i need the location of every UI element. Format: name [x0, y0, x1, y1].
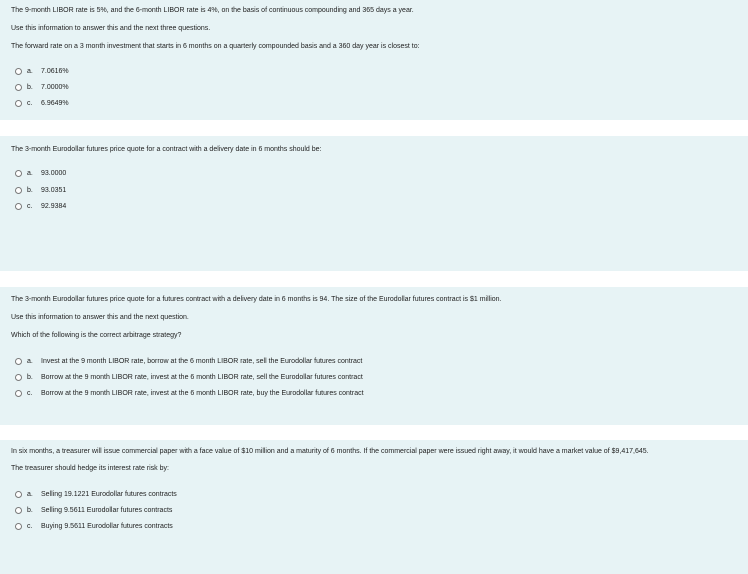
radio-button[interactable] — [15, 523, 22, 530]
option-label: Invest at the 9 month LIBOR rate, borrow at the 6 month LIBOR rate, sell the Eurodollar futures contract — [41, 358, 363, 365]
question-2-option-a[interactable] — [15, 169, 66, 178]
question-4-option-b[interactable] — [15, 506, 172, 515]
option-label: Selling 9.5611 Eurodollar futures contracts — [41, 507, 173, 514]
question-3-panel — [0, 287, 748, 425]
question-1-text-line: Use this information to answer this and the next three questions. — [11, 25, 211, 32]
question-4-text-line: In six months, a treasurer will issue commercial paper with a face value of $10 million and a maturity of 6 months. If the commercial paper were issued right away, it would have a market value of $9,417,645. — [11, 448, 649, 455]
question-4-option-a[interactable] — [15, 490, 177, 499]
option-label: 93.0000 — [41, 170, 67, 177]
radio-button[interactable] — [15, 358, 22, 365]
radio-button[interactable] — [15, 68, 22, 75]
question-1-option-b[interactable] — [15, 83, 69, 92]
question-3-text-line: The 3-month Eurodollar futures price quote for a futures contract with a delivery date in 6 months is 94. The size of the Eurodollar futures contract is $1 million. — [11, 296, 502, 303]
option-letter: a. — [27, 68, 33, 75]
option-letter: a. — [27, 170, 33, 177]
option-label: Buying 9.5611 Eurodollar futures contracts — [41, 523, 173, 530]
option-label: 92.9384 — [41, 203, 67, 210]
radio-button[interactable] — [15, 100, 22, 107]
radio-button[interactable] — [15, 84, 22, 91]
option-label: 7.0616% — [41, 68, 69, 75]
question-2-text-line: The 3-month Eurodollar futures price quote for a contract with a delivery date in 6 months should be: — [11, 146, 322, 153]
option-letter: c. — [27, 203, 33, 210]
option-letter: b. — [27, 187, 33, 194]
question-1-option-a[interactable] — [15, 67, 69, 76]
question-4-panel — [0, 440, 748, 574]
option-label: 6.9649% — [41, 100, 69, 107]
question-1-text-line: The forward rate on a 3 month investment that starts in 6 months on a quarterly compounded basis and a 360 day year is closest to: — [11, 43, 420, 50]
option-letter: c. — [27, 390, 33, 397]
question-3-text-line: Which of the following is the correct arbitrage strategy? — [11, 332, 182, 339]
option-letter: b. — [27, 374, 33, 381]
radio-button[interactable] — [15, 170, 22, 177]
question-3-option-b[interactable] — [15, 373, 363, 382]
question-1-text-line: The 9-month LIBOR rate is 5%, and the 6-month LIBOR rate is 4%, on the basis of continuous compounding and 365 days a year. — [11, 7, 414, 14]
option-label: Borrow at the 9 month LIBOR rate, invest at the 6 month LIBOR rate, buy the Eurodollar futures contract — [41, 390, 364, 397]
option-letter: c. — [27, 100, 33, 107]
radio-button[interactable] — [15, 187, 22, 194]
option-label: 7.0000% — [41, 84, 69, 91]
option-letter: b. — [27, 507, 33, 514]
question-4-option-c[interactable] — [15, 522, 173, 531]
radio-button[interactable] — [15, 507, 22, 514]
radio-button[interactable] — [15, 491, 22, 498]
question-1-panel — [0, 0, 748, 120]
question-2-option-c[interactable] — [15, 202, 66, 211]
option-label: Borrow at the 9 month LIBOR rate, invest at the 6 month LIBOR rate, sell the Eurodollar futures contract — [41, 374, 363, 381]
radio-button[interactable] — [15, 374, 22, 381]
question-3-text-line: Use this information to answer this and the next question. — [11, 314, 189, 321]
option-letter: b. — [27, 84, 33, 91]
option-letter: a. — [27, 358, 33, 365]
radio-button[interactable] — [15, 390, 22, 397]
option-label: 93.0351 — [41, 187, 67, 194]
question-2-option-b[interactable] — [15, 186, 66, 195]
question-3-option-c[interactable] — [15, 389, 364, 398]
question-2-panel — [0, 136, 748, 271]
radio-button[interactable] — [15, 203, 22, 210]
option-letter: a. — [27, 491, 33, 498]
option-label: Selling 19.1221 Eurodollar futures contracts — [41, 491, 177, 498]
option-letter: c. — [27, 523, 33, 530]
question-1-option-c[interactable] — [15, 99, 69, 108]
question-3-option-a[interactable] — [15, 357, 362, 366]
question-4-text-line: The treasurer should hedge its interest rate risk by: — [11, 465, 169, 472]
